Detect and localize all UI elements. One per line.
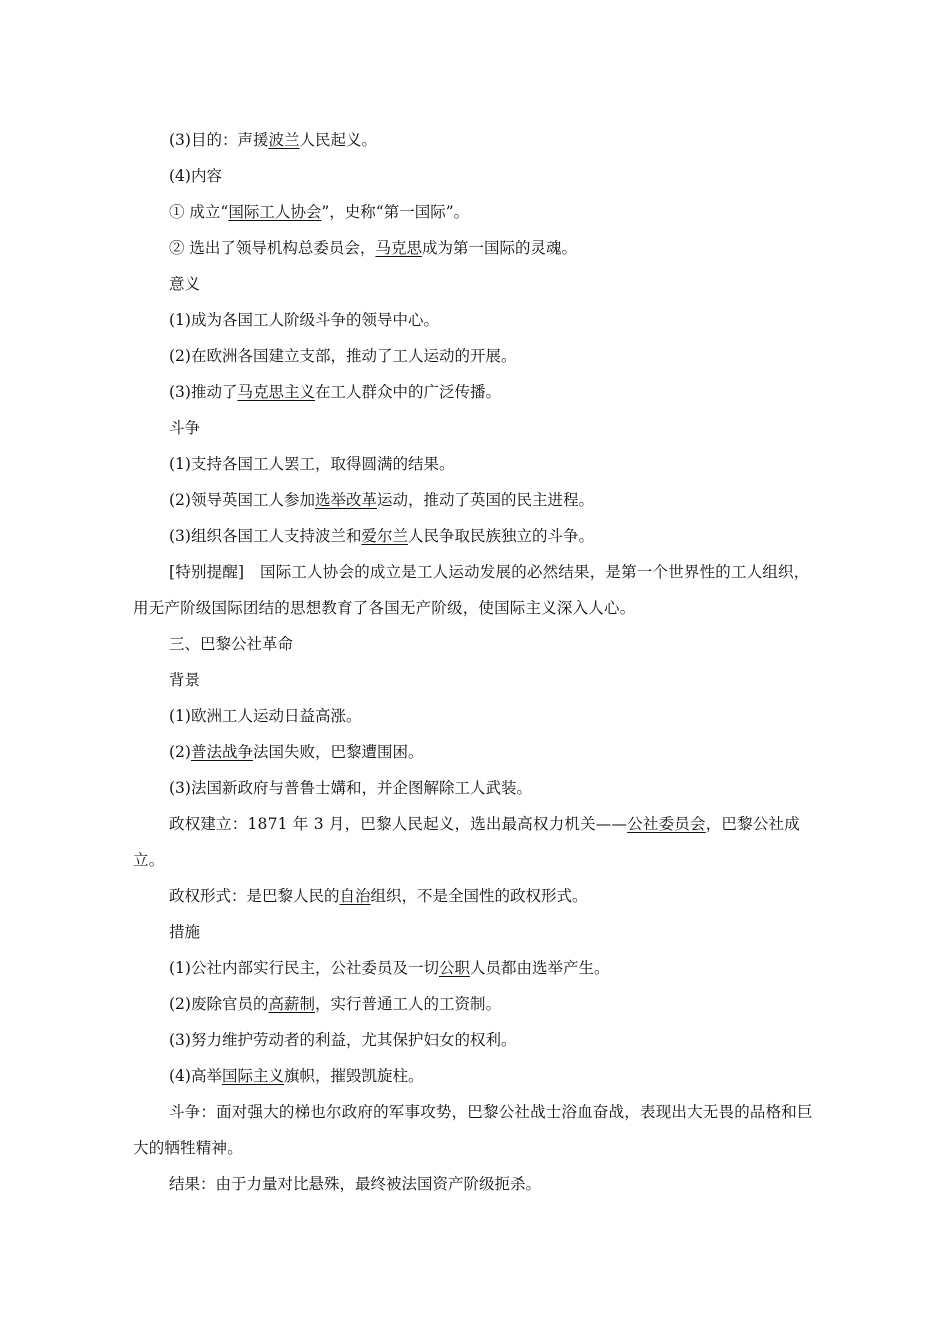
- paragraph-struggle-3: (3)组织各国工人支持波兰和爱尔兰人民争取民族独立的斗争。: [169, 527, 594, 545]
- special-reminder-note: [特别提醒] 国际工人协会的成立是工人运动发展的必然结果，是第一个世界性的工人组织，用无产阶级国际团结的思想教育了各国无产阶级，使国际主义深入人心。: [133, 563, 810, 617]
- paragraph-measure-4: (4)高举国际主义旗帜，摧毁凯旋柱。: [169, 1067, 424, 1085]
- paragraph-struggle-1: (1)支持各国工人罢工，取得圆满的结果。: [169, 455, 455, 473]
- paragraph-purpose: (3)目的：声援波兰人民起义。: [169, 131, 377, 149]
- paragraph-significance-3: (3)推动了马克思主义在工人群众中的广泛传播。: [169, 383, 501, 401]
- document-body: [133, 122, 817, 1202]
- subheading-background: 背景: [169, 671, 201, 689]
- underlined-term: 自治: [339, 887, 371, 905]
- paragraph-regime-form: 政权形式：是巴黎人民的自治组织，不是全国性的政权形式。: [169, 887, 588, 905]
- paragraph-result: 结果：由于力量对比悬殊，最终被法国资产阶级扼杀。: [169, 1175, 542, 1193]
- paragraph-establishment: 政权建立：1871 年 3 月，巴黎人民起义，选出最高权力机关——公社委员会，巴黎公社成立。: [133, 815, 800, 869]
- paragraph-background-3: (3)法国新政府与普鲁士媾和，并企图解除工人武装。: [169, 779, 532, 797]
- subheading-significance: 意义: [169, 275, 201, 293]
- underlined-term: 国际主义: [221, 1067, 284, 1085]
- paragraph-significance-2: (2)在欧洲各国建立支部，推动了工人运动的开展。: [169, 347, 517, 365]
- paragraph-content-item-1: ① 成立“国际工人协会”，史称“第一国际”。: [169, 203, 470, 221]
- paragraph-significance-1: (1)成为各国工人阶级斗争的领导中心。: [169, 311, 439, 329]
- underlined-term: 波兰: [268, 131, 300, 149]
- subheading-struggle: 斗争: [169, 419, 201, 437]
- paragraph-measure-1: (1)公社内部实行民主，公社委员及一切公职人员都由选举产生。: [169, 959, 610, 977]
- subheading-measures: 措施: [169, 923, 201, 941]
- underlined-term: 马克思主义: [237, 383, 315, 401]
- paragraph-measure-3: (3)努力维护劳动者的利益，尤其保护妇女的权利。: [169, 1031, 517, 1049]
- paragraph-measure-2: (2)废除官员的高薪制，实行普通工人的工资制。: [169, 995, 501, 1013]
- underlined-term: 公职: [438, 959, 470, 977]
- underlined-term: 爱尔兰: [361, 527, 408, 545]
- paragraph-content-heading: (4)内容: [169, 167, 222, 185]
- underlined-term: 高薪制: [268, 995, 315, 1013]
- paragraph-background-2: (2)普法战争法国失败，巴黎遭围困。: [169, 743, 424, 761]
- paragraph-struggle-2: (2)领导英国工人参加选举改革运动，推动了英国的民主进程。: [169, 491, 594, 509]
- underlined-term: 选举改革: [314, 491, 377, 509]
- paragraph-content-item-2: ② 选出了领导机构总委员会，马克思成为第一国际的灵魂。: [169, 239, 577, 257]
- paragraph-background-1: (1)欧洲工人运动日益高涨。: [169, 707, 362, 725]
- section-heading-paris-commune: 三、巴黎公社革命: [169, 635, 294, 653]
- underlined-term: 普法战争: [190, 743, 253, 761]
- underlined-term: 公社委员会: [627, 815, 706, 833]
- underlined-term: 马克思: [375, 239, 422, 257]
- underlined-term: 国际工人协会: [228, 203, 322, 221]
- paragraph-commune-struggle: 斗争：面对强大的梯也尔政府的军事攻势，巴黎公社战士浴血奋战，表现出大无畏的品格和巨大的牺牲精神。: [133, 1103, 813, 1157]
